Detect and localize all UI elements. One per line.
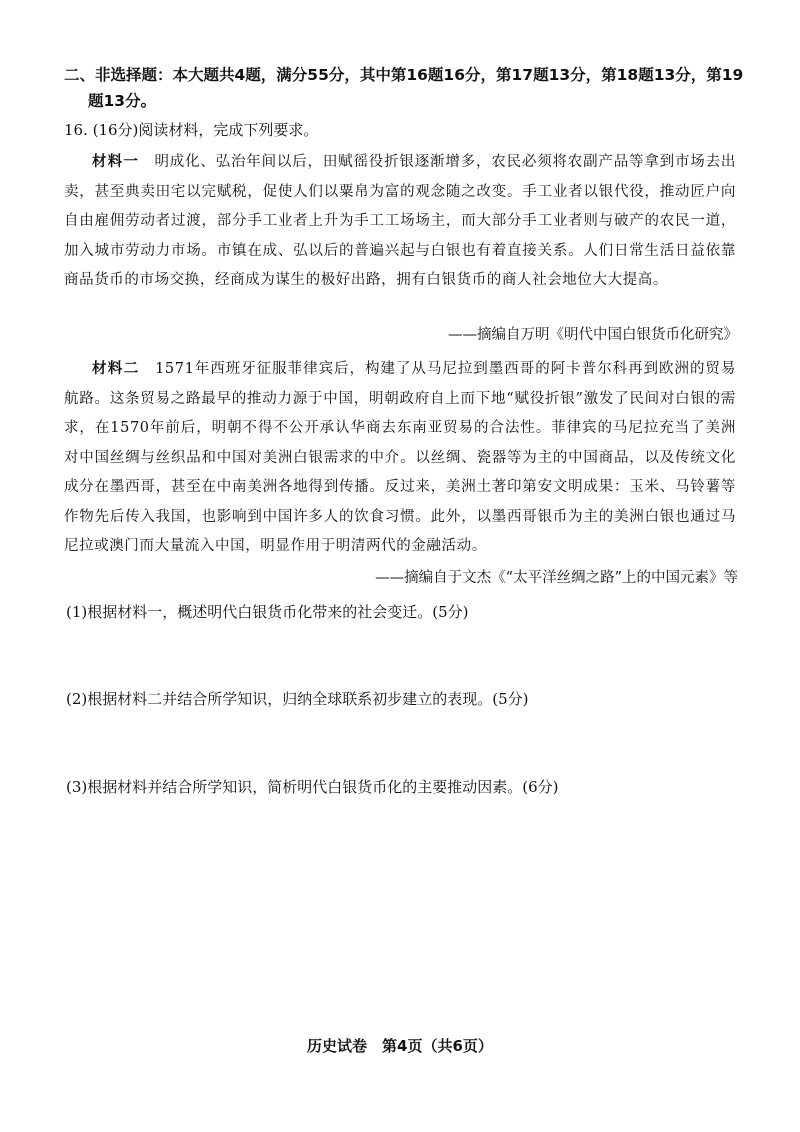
sub-question-3: (3)根据材料并结合所学知识，简析明代白银货币化的主要推动因素。(6分) (66, 778, 559, 796)
material-2-text: 1571年西班牙征服菲律宾后，构建了从马尼拉到墨西哥的阿卡普尔科再到欧洲的贸易航路。这条贸易之路最早的推动力源于中国，明朝政府自上而下地“赋役折银”激发了民间对白银的需求，在1570年前后，明朝不得不公开承认华商去东南亚贸易的合法性。菲律宾的马尼拉充当了美洲对中国丝绸与丝织品和中国对美洲白银需求的中介。以丝绸、瓷器等为主的中国商品，以及传统文化成分在墨西哥，甚至在中南美洲各地得到传播。反过来，美洲土著印第安文明成果：玉米、马铃薯等作物先后传入我国，也影响到中国许多人的饮食习惯。此外，以墨西哥银币为主的美洲白银也通过马尼拉或澳门而大量流入中国，明显作用于明清两代的金融活动。 (64, 361, 736, 554)
material-2-source: ——摘编自于文杰《“太平洋丝绸之路”上的中国元素》等 (375, 570, 738, 586)
section-heading (64, 62, 744, 114)
sub-question-1: (1)根据材料一，概述明代白银货币化带来的社会变迁。(5分) (66, 603, 469, 621)
section-heading-line1: 二、非选择题：本大题共4题，满分55分，其中第16题16分，第17题13分，第18题13分，第19 (64, 66, 744, 84)
material-1-text: 明成化、弘治年间以后，田赋徭役折银逐渐增多，农民必须将农副产品等拿到市场去出卖，甚至典卖田宅以完赋税，促使人们以粟帛为富的观念随之改变。手工业者以银代役，推动匠户向自由雇佣劳动者过渡，部分手工业者上升为手工工场场主，而大部分手工业者则与破产的农民一道，加入城市劳动力市场。市镇在成、弘以后的普遍兴起与白银也有着直接关系。人们日常生活日益依靠商品货币的市场交换，经商成为谋生的极好出路，拥有白银货币的商人社会地位大大提高。 (64, 154, 737, 288)
sub-question-2: (2)根据材料二并结合所学知识，归纳全球联系初步建立的表现。(5分) (66, 690, 529, 708)
material-1-label: 材料一 (92, 153, 140, 170)
material-1 (64, 147, 736, 296)
material-2 (64, 354, 736, 562)
material-2-label: 材料二 (92, 360, 140, 377)
question-16-intro: 16. (16分)阅读材料，完成下列要求。 (64, 121, 319, 139)
page-footer: 历史试卷 第4页（共6页） (307, 1037, 493, 1055)
material-1-source: ——摘编自万明《明代中国白银货币化研究》 (448, 327, 738, 343)
section-heading-line2: 题13分。 (88, 92, 157, 110)
